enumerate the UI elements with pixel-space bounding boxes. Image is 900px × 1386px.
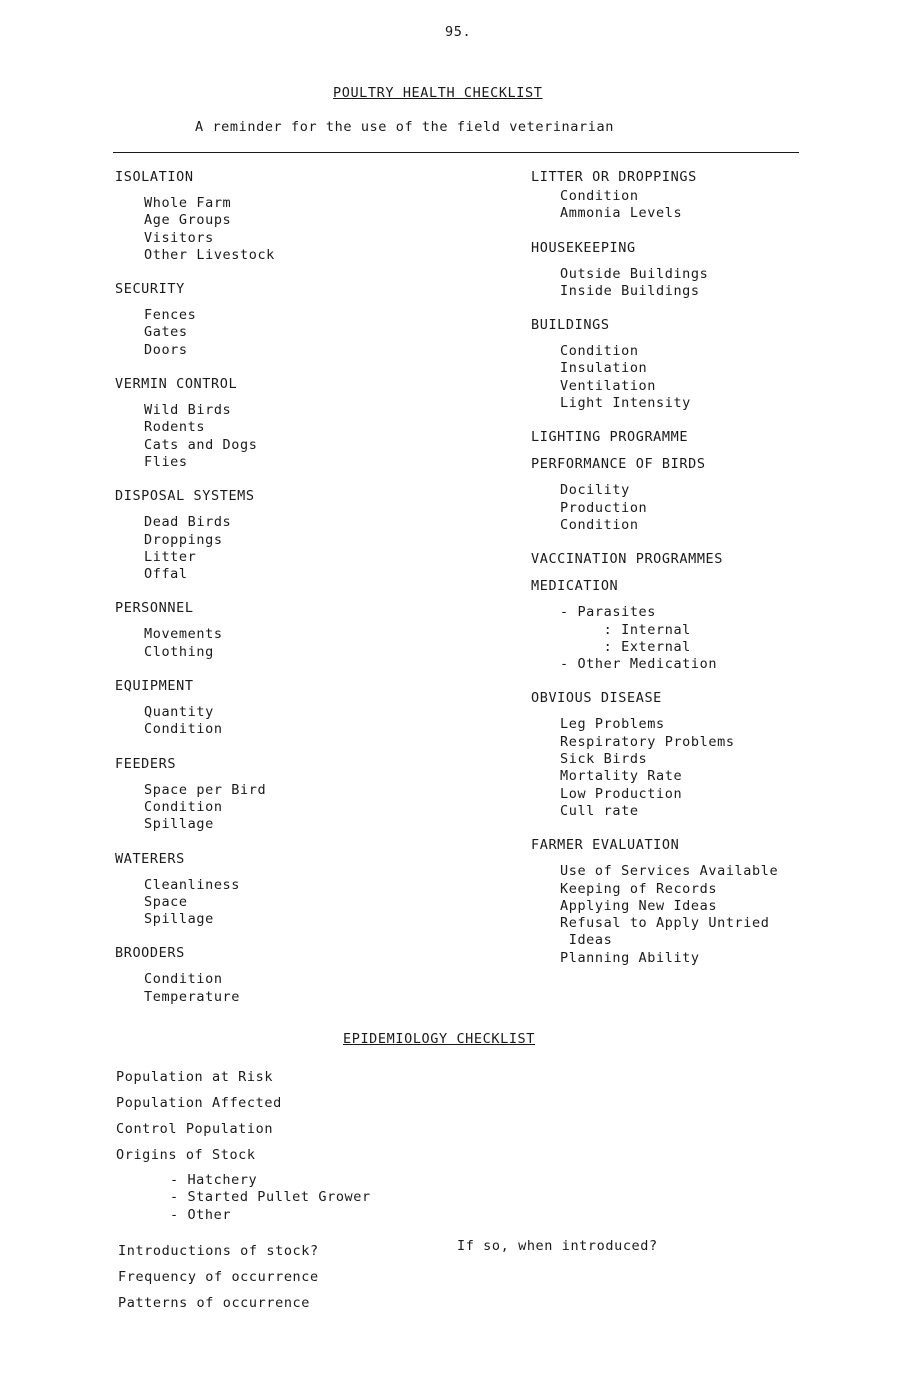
checklist-item: Fences — [144, 307, 197, 324]
introduction-followup: If so, when introduced? — [457, 1238, 658, 1254]
epidemiology-title: EPIDEMIOLOGY CHECKLIST — [343, 1031, 536, 1047]
checklist-item: Offal — [144, 566, 188, 583]
section-heading: WATERERS — [115, 850, 185, 867]
checklist-item: Cull rate — [560, 802, 639, 819]
section-heading: DISPOSAL SYSTEMS — [115, 488, 255, 505]
section-items — [144, 704, 475, 739]
section-heading: PERFORMANCE OF BIRDS — [531, 456, 706, 473]
section-obvious-disease — [531, 690, 891, 820]
section-items — [560, 482, 891, 534]
checklist-item: - Parasites — [560, 604, 657, 621]
section-heading: EQUIPMENT — [115, 678, 194, 695]
section-vaccination-programmes — [531, 551, 891, 568]
checklist-item: Wild Birds — [144, 402, 232, 419]
checklist-item: Keeping of Records — [560, 880, 718, 897]
checklist-item: Age Groups — [144, 212, 232, 229]
left-column — [115, 169, 475, 1023]
checklist-item: Space per Bird — [144, 781, 267, 798]
section-heading: BROODERS — [115, 945, 185, 962]
checklist-item: Litter — [144, 548, 197, 565]
section-lighting-programme — [531, 429, 891, 446]
section-heading: PERSONNEL — [115, 600, 194, 617]
origins-sub-item: - Hatchery — [170, 1172, 258, 1188]
section-security — [115, 281, 475, 359]
origins-sub-item: - Started Pullet Grower — [170, 1189, 371, 1206]
checklist-item: Light Intensity — [560, 395, 691, 412]
section-housekeeping — [531, 240, 891, 301]
checklist-item: Ideas — [560, 932, 613, 949]
section-vermin-control — [115, 376, 475, 471]
epidemiology-item: Control Population — [116, 1121, 274, 1137]
section-heading: BUILDINGS — [531, 317, 610, 334]
section-items — [560, 266, 891, 301]
checklist-item: Respiratory Problems — [560, 733, 735, 750]
section-heading: LIGHTING PROGRAMME — [531, 429, 689, 446]
checklist-item: Condition — [144, 721, 223, 738]
section-farmer-evaluation — [531, 837, 891, 967]
checklist-item: Ventilation — [560, 377, 657, 394]
section-litter-or-droppings — [531, 169, 891, 223]
section-items — [144, 307, 475, 359]
checklist-item: Applying New Ideas — [560, 897, 718, 914]
section-medication — [531, 578, 891, 673]
checklist-item: Condition — [560, 188, 639, 204]
section-items — [144, 782, 475, 834]
epidemiology-item: Population at Risk — [116, 1069, 274, 1085]
section-personnel — [115, 600, 475, 661]
section-items — [144, 402, 475, 471]
checklist-item: Condition — [560, 343, 639, 360]
checklist-item: Condition — [560, 516, 639, 533]
section-performance-of-birds — [531, 456, 891, 534]
section-items — [560, 343, 891, 412]
checklist-item: Movements — [144, 626, 223, 643]
checklist-item: Condition — [144, 971, 223, 988]
checklist-item: Sick Birds — [560, 751, 648, 768]
section-items — [144, 626, 475, 661]
section-items — [560, 716, 891, 820]
section-heading: VERMIN CONTROL — [115, 376, 238, 393]
section-items — [144, 514, 475, 583]
checklist-item: : Internal — [560, 621, 691, 638]
origins-sub-list — [170, 1172, 371, 1224]
checklist-item: Quantity — [144, 704, 214, 721]
checklist-item: Cats and Dogs — [144, 436, 258, 453]
checklist-item: Rodents — [144, 419, 206, 436]
checklist-item: Docility — [560, 482, 630, 499]
section-heading: MEDICATION — [531, 578, 619, 595]
section-heading: ISOLATION — [115, 169, 194, 185]
section-brooders — [115, 945, 475, 1006]
origins-sub-item: - Other — [170, 1206, 232, 1223]
epidemiology-item: Frequency of occurrence — [118, 1269, 319, 1285]
checklist-item: : External — [560, 638, 691, 655]
section-items — [560, 188, 891, 223]
epidemiology-item: Population Affected — [116, 1095, 282, 1111]
checklist-item: Other Livestock — [144, 246, 275, 263]
section-heading: VACCINATION PROGRAMMES — [531, 551, 724, 568]
section-items — [560, 863, 891, 967]
epidemiology-bottom-list — [118, 1241, 319, 1319]
checklist-item: Flies — [144, 453, 188, 470]
checklist-item: Production — [560, 499, 648, 516]
section-items — [144, 195, 475, 264]
checklist-item: Mortality Rate — [560, 768, 683, 785]
checklist-item: Droppings — [144, 531, 223, 548]
checklist-item: - Other Medication — [560, 656, 718, 673]
checklist-item: Gates — [144, 324, 188, 341]
checklist-item: Doors — [144, 341, 188, 358]
section-heading: HOUSEKEEPING — [531, 239, 636, 256]
checklist-item: Space — [144, 893, 188, 910]
checklist-item: Whole Farm — [144, 195, 232, 211]
checklist-item: Condition — [144, 798, 223, 815]
section-isolation — [115, 169, 475, 264]
checklist-item: Insulation — [560, 360, 648, 377]
section-heading: FARMER EVALUATION — [531, 837, 680, 854]
checklist-item: Inside Buildings — [560, 282, 700, 299]
section-disposal-systems — [115, 488, 475, 583]
checklist-item: Planning Ability — [560, 949, 700, 966]
section-heading: LITTER OR DROPPINGS — [531, 169, 697, 185]
section-items — [560, 604, 891, 673]
checklist-item: Cleanliness — [144, 876, 241, 893]
section-buildings — [531, 317, 891, 412]
header-divider — [113, 152, 799, 153]
right-column — [531, 169, 891, 984]
checklist-item: Outside Buildings — [560, 265, 709, 282]
epidemiology-item: Introductions of stock? — [118, 1243, 319, 1259]
section-items — [144, 877, 475, 929]
section-equipment — [115, 678, 475, 739]
section-heading: SECURITY — [115, 281, 185, 298]
epidemiology-item: Patterns of occurrence — [118, 1295, 311, 1311]
checklist-item: Visitors — [144, 229, 214, 246]
checklist-item: Clothing — [144, 643, 214, 660]
section-feeders — [115, 756, 475, 834]
section-waterers — [115, 851, 475, 929]
epidemiology-list — [116, 1067, 282, 1171]
checklist-item: Spillage — [144, 816, 214, 833]
section-items — [144, 971, 475, 1006]
checklist-item: Use of Services Available — [560, 863, 779, 880]
checklist-item: Leg Problems — [560, 716, 665, 733]
page-subtitle: A reminder for the use of the field veterinarian — [195, 119, 614, 135]
checklist-item: Temperature — [144, 988, 241, 1005]
checklist-item: Spillage — [144, 911, 214, 928]
epidemiology-item: Origins of Stock — [116, 1147, 256, 1163]
page-title: POULTRY HEALTH CHECKLIST — [333, 85, 543, 101]
section-heading: OBVIOUS DISEASE — [531, 690, 662, 707]
checklist-item: Ammonia Levels — [560, 205, 683, 222]
checklist-item: Low Production — [560, 785, 683, 802]
page-number: 95. — [445, 24, 472, 40]
section-heading: FEEDERS — [115, 755, 177, 772]
checklist-item: Refusal to Apply Untried — [560, 915, 770, 932]
checklist-item: Dead Birds — [144, 514, 232, 531]
